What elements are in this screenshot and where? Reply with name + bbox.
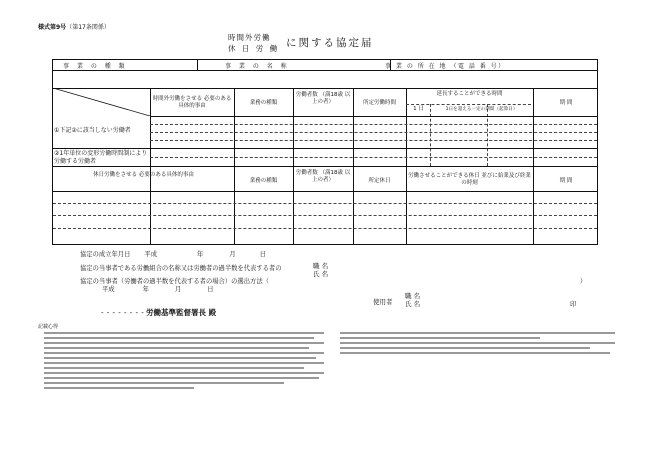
title-line-overtime: 時間外労働	[228, 33, 271, 42]
holiday-business-header: 業務の種類	[249, 178, 278, 184]
holiday-reason-header: 休日労働をさせる 必要のある具体的事由	[93, 172, 194, 178]
submission-date-line: 平成 年 月 日	[102, 286, 214, 293]
holiday-day-header: 所定休日	[368, 178, 391, 184]
overtime-hours-header: 所定労働時間	[362, 100, 396, 106]
selection-method-line: 協定の当事者（労働者の過半数を代表する者の場合）の選出方法（	[80, 278, 269, 285]
union-representative-line: 協定の当事者である労働組合の名称又は労働者の過半数を代表する者の	[80, 265, 282, 272]
office-name-blank: - - - - - - - -	[101, 309, 145, 317]
established-date-line: 協定の成立年月日 平成 年 月 日	[80, 251, 266, 258]
header-business-name: 事 業 の 名 称	[225, 63, 290, 70]
employer-label: 使用者	[373, 298, 393, 306]
notes-heading: 記載心得	[38, 324, 59, 330]
form-number: 様式第9号（第17条関係）	[38, 24, 110, 31]
selection-method-close: ）	[580, 278, 587, 285]
title-line-holiday: 休 日 労 働	[228, 44, 280, 53]
header-business-type: 事 業 の 種 類	[63, 63, 128, 70]
overtime-business-header: 業務の種類	[249, 100, 278, 106]
holiday-workers-header: 労働者数 （満18歳 以上の者）	[295, 170, 351, 183]
union-title-label: 職 名	[313, 262, 329, 270]
employer-name-label: 氏 名	[405, 300, 421, 308]
one-day-header: 1 日	[413, 106, 424, 112]
row-label-general-workers: ①下記②に該当しない労働者	[54, 127, 131, 134]
row-label-variable-workers: ②1年単位の変形労働時間制により労働する労働者	[54, 150, 148, 165]
period-header: 1日を超える一定の期間（起算日）	[445, 107, 518, 112]
agreement-table	[52, 59, 598, 245]
extension-header: 延長することができる時間	[436, 91, 503, 97]
overtime-reason-header: 時間外労働をさせる 必要のある具体的事由	[152, 96, 232, 109]
diagonal-line	[53, 88, 150, 116]
overtime-workers-header: 労働者数 （満18歳 以上の者）	[295, 92, 351, 105]
page-title: に関する協定届	[286, 37, 374, 49]
holiday-allowed-header: 労働させることができる休日 並びに始業及び終業の時刻	[408, 173, 531, 186]
employer-title-label: 職 名	[405, 292, 421, 300]
header-business-address: 事 業 の 所 在 地 （電 話 番 号）	[385, 63, 506, 70]
seal-mark: 印	[570, 300, 577, 308]
holiday-term-header: 期 間	[559, 178, 573, 184]
overtime-term-header: 期 間	[559, 100, 573, 106]
union-name-label: 氏 名	[313, 270, 329, 278]
addressee-chief: 労働基準監督署長 殿	[146, 308, 217, 317]
